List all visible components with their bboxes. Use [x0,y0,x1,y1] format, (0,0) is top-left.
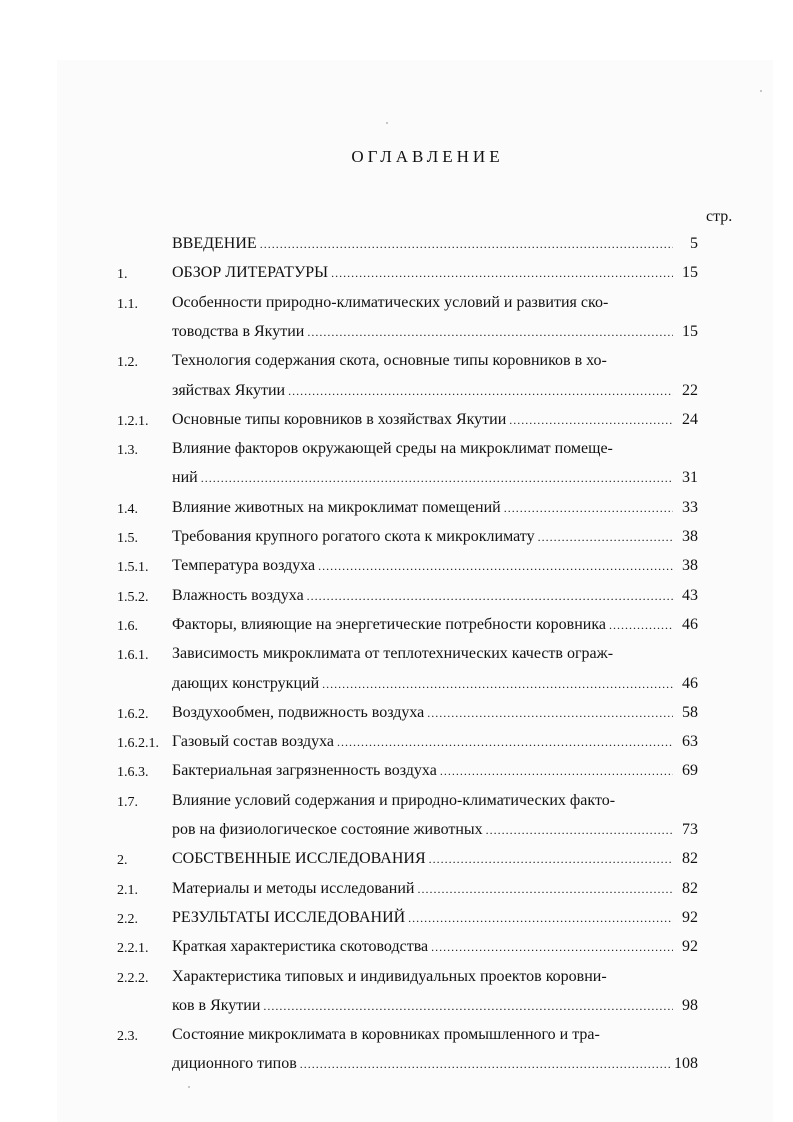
toc-entry-number: 2. [117,853,128,869]
toc-entry[interactable] [172,469,698,491]
dot-leader [504,501,673,516]
toc-entry-number: 1.6.3. [117,765,149,781]
toc-page-number: 33 [682,498,698,516]
toc-entry-title: ВВЕДЕНИЕ [172,235,257,252]
toc-entry-title: Зависимость микроклимата от теплотехнических качеств ограж- [172,645,614,663]
toc-entry-number: 2.2. [117,911,138,927]
toc-entry-number: 1.5.1. [117,560,149,576]
dot-leader [417,882,673,897]
toc-entry-number: 1.4. [117,501,138,517]
toc-page-number: 82 [682,879,698,897]
toc-page-number: 22 [682,381,698,399]
toc-page-number: 69 [682,762,698,780]
toc-page-number: 38 [682,557,698,575]
toc-entry[interactable] [172,528,698,550]
toc-page-number: 38 [682,528,698,545]
toc-entry[interactable] [172,880,698,902]
toc-entry[interactable] [172,294,698,316]
toc-page-number: 5 [690,235,698,252]
toc-entry-title: Влияние животных на микроклимат помещений [172,498,501,516]
dot-leader [408,911,673,926]
toc-entry-title: Факторы, влияющие на энергетические потребности коровника [172,615,606,633]
toc-entry[interactable] [172,235,698,257]
toc-page-number: 24 [682,410,698,428]
toc-entry-title: Характеристика типовых и индивидуальных проектов коровни- [172,967,607,985]
toc-entry[interactable] [172,821,698,843]
toc-entry[interactable] [172,499,698,521]
toc-entry-number: 2.2.1. [117,941,149,957]
toc-entry[interactable] [172,968,698,990]
toc-entry[interactable] [172,733,698,755]
toc-entry-number: 1.6.2. [117,706,149,722]
toc-entry[interactable] [172,850,698,872]
toc-entry-number: 1.5.2. [117,589,149,605]
toc-page-number: 15 [682,322,698,340]
toc-entry-title: Материалы и методы исследований [172,879,415,897]
toc-entry-title: ний [172,469,198,487]
dot-leader [609,618,673,633]
dot-leader [337,735,673,750]
toc-entry[interactable] [172,645,698,667]
toc-entry-title: Газовый состав воздуха [172,733,334,751]
toc-page-number: 58 [682,703,698,721]
toc-entry-title: Технология содержания скота, основные типы коровников в хо- [172,352,607,370]
dot-leader [429,852,673,867]
toc-entry-number: 1.6.2.1. [117,736,159,752]
toc-entry[interactable] [172,938,698,960]
toc-entry-title: Воздухообмен, подвижность воздуха [172,703,425,721]
dot-leader [307,325,673,340]
toc-entry[interactable] [172,411,698,433]
dot-leader [322,677,673,692]
toc-entry[interactable] [172,762,698,784]
toc-entry[interactable] [172,382,698,404]
toc-page-number: 92 [682,938,698,956]
toc-entry-title: СОБСТВЕННЫЕ ИССЛЕДОВАНИЯ [172,850,426,868]
toc-entry[interactable] [172,587,698,609]
toc-entry-title: Основные типы коровников в хозяйствах Якутии [172,410,507,428]
dot-leader [440,764,673,779]
toc-entry[interactable] [172,675,698,697]
dot-leader [318,559,673,574]
toc-page-number: 73 [682,821,698,838]
toc-page-number: 63 [682,733,698,751]
toc-entry-title: Влияние условий содержания и природно-климатических факто- [172,791,616,809]
toc-page-number: 46 [682,674,698,692]
toc-entry[interactable] [172,792,698,814]
toc-entry-number: 1.3. [117,443,138,459]
toc-entry-title: Бактериальная загрязненность воздуха [172,762,437,780]
toc-entry-title: ОБЗОР ЛИТЕРАТУРЫ [172,264,329,282]
page-column-label: стр. [706,208,733,225]
toc-entry-title: ров на физиологическое состояние животных [172,821,483,838]
toc-entry-number: 1.7. [117,794,138,810]
dot-leader [263,999,673,1014]
toc-entry[interactable] [172,1026,698,1048]
toc-page-number: 43 [682,586,698,604]
toc-entry-title: Особенности природно-климатических условий и развития ско- [172,293,609,311]
toc-entry[interactable] [172,997,698,1019]
toc-page-number: 31 [682,469,698,487]
dot-leader [260,237,673,252]
toc-entry[interactable] [172,440,698,462]
toc-entry-number: 2.1. [117,882,138,898]
dot-leader [486,823,673,838]
toc-entry-title: ков в Якутии [172,996,261,1014]
dot-leader [538,530,673,545]
toc-entry-number: 1.2. [117,355,138,371]
toc-entry-number: 1.6.1. [117,648,149,664]
toc-entry[interactable] [172,264,698,286]
toc-entry-title: Влияние факторов окружающей среды на микроклимат помеще- [172,440,613,458]
toc-entry-title: Влажность воздуха [172,586,304,604]
toc-entry[interactable] [172,323,698,345]
toc-entry[interactable] [172,616,698,638]
toc-entry-title: Краткая характеристика скотоводства [172,938,429,956]
toc-entry[interactable] [172,557,698,579]
toc-entry-title: Температура воздуха [172,557,316,575]
toc-page-number: 92 [682,908,698,926]
toc-entry-title: Требования крупного рогатого скота к микроклимату [172,528,535,545]
toc-entry-title: диционного типов [172,1055,297,1073]
toc-entry-title: дающих конструкций [172,674,320,692]
toc-entry[interactable] [172,704,698,726]
toc-entry-number: 1. [117,267,128,283]
toc-entry-number: 1.5. [117,531,138,546]
toc-entry[interactable] [172,1055,698,1077]
toc-entry[interactable] [172,909,698,931]
toc-page-number: 108 [674,1055,698,1073]
toc-entry-number: 1.1. [117,296,138,312]
dot-leader [331,266,673,281]
dot-leader [427,706,673,721]
toc-entry-number: 1.6. [117,618,138,634]
page-title: ОГЛАВЛЕНИЕ [351,147,504,166]
dot-leader [509,413,673,428]
toc-entry-title: РЕЗУЛЬТАТЫ ИССЛЕДОВАНИЙ [172,908,406,926]
toc-entry-title: Состояние микроклимата в коровниках промышленного и тра- [172,1026,600,1044]
dot-leader [288,384,673,399]
dot-leader [201,471,673,486]
toc-entry[interactable] [172,352,698,374]
toc-entry-number: 2.3. [117,1029,138,1045]
dot-leader [307,589,673,604]
toc-page-number: 15 [682,264,698,282]
dot-leader [300,1057,671,1072]
toc-entry-number: 1.2.1. [117,413,149,429]
toc-entry-title: зяйствах Якутии [172,381,286,399]
toc-page-number: 46 [682,615,698,633]
toc-entry-title: товодства в Якутии [172,322,305,340]
toc-entry-number: 2.2.2. [117,970,149,986]
toc-page-number: 82 [682,850,698,868]
dot-leader [431,940,673,955]
toc-page-number: 98 [682,996,698,1014]
